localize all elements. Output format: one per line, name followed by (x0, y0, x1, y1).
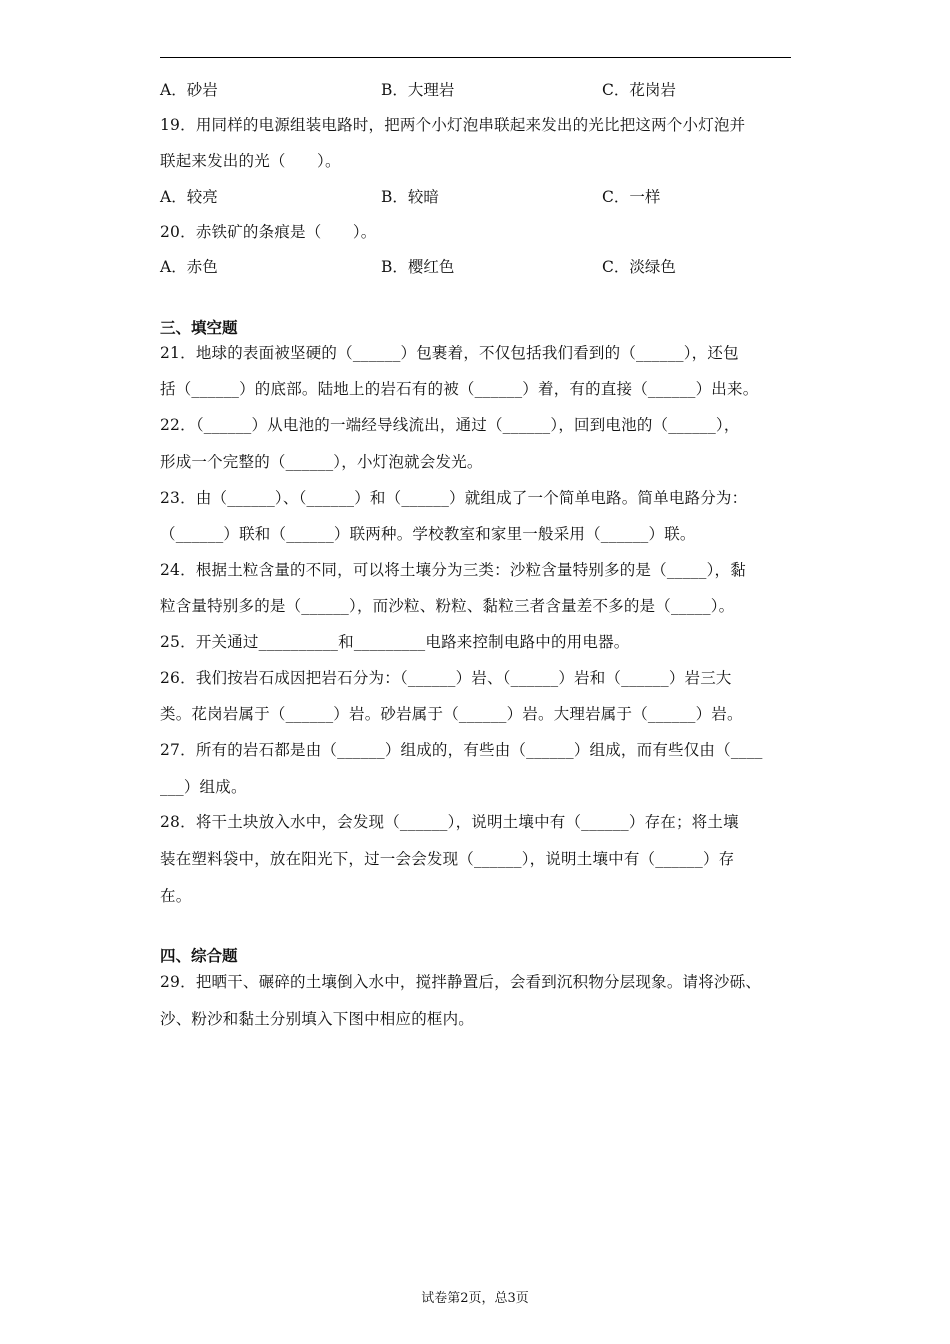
q27-line-2: ___）组成。 (160, 778, 247, 796)
q19-line-1: 19．用同样的电源组装电路时，把两个小灯泡串联起来发出的光比把这两个小灯泡并 (160, 116, 746, 134)
q22-line-2: 形成一个完整的（______），小灯泡就会发光。 (160, 453, 483, 471)
q28-line-3: 在。 (160, 887, 192, 905)
section-4-title: 四、综合题 (160, 946, 238, 965)
q19-option-c: C．一样 (602, 188, 661, 206)
q19-option-b: B．较暗 (381, 188, 439, 206)
q23-line-2: （______）联和（______）联两种。学校教室和家里一般采用（______）联。 (160, 525, 696, 543)
q26-line-1: 26．我们按岩石成因把岩石分为：（______）岩、（______）岩和（______）岩三大 (160, 669, 732, 687)
q20-option-c: C．淡绿色 (602, 258, 676, 276)
q27-line-1: 27．所有的岩石都是由（______）组成的，有些由（______）组成，而有些仅由（____ (160, 741, 763, 759)
q28-line-1: 28．将干土块放入水中，会发现（______），说明土壤中有（______）存在；将土壤 (160, 813, 739, 831)
q21-line-1: 21．地球的表面被坚硬的（______）包裹着，不仅包括我们看到的（______），还包 (160, 344, 739, 362)
q22-line-1: 22．（______）从电池的一端经导线流出，通过（______），回到电池的（______）， (160, 416, 740, 434)
q26-line-2: 类。花岗岩属于（______）岩。砂岩属于（______）岩。大理岩属于（______）岩。 (160, 705, 743, 723)
q20-line-1: 20．赤铁矿的条痕是（ ）。 (160, 223, 377, 241)
section-3-title: 三、填空题 (160, 318, 238, 337)
q18-option-c: C．花岗岩 (602, 81, 676, 99)
q18-option-b: B．大理岩 (381, 81, 455, 99)
q21-line-2: 括（______）的底部。陆地上的岩石有的被（______）着，有的直接（______）出来。 (160, 380, 759, 398)
page-footer: 试卷第2页，总3页 (421, 1291, 529, 1306)
q24-line-1: 24．根据土粒含量的不同，可以将土壤分为三类：沙粒含量特别多的是（_____），黏 (160, 561, 746, 579)
q20-option-a: A．赤色 (160, 258, 218, 276)
q29-line-2: 沙、粉沙和黏土分别填入下图中相应的框内。 (160, 1010, 475, 1028)
header-rule (160, 57, 791, 58)
q29-line-1: 29．把晒干、碾碎的土壤倒入水中，搅拌静置后，会看到沉积物分层现象。请将沙砾、 (160, 973, 762, 991)
q18-option-a: A．砂岩 (160, 81, 218, 99)
q19-line-2: 联起来发出的光（ ）。 (160, 152, 341, 170)
q20-option-b: B．樱红色 (381, 258, 455, 276)
q19-option-a: A．较亮 (160, 188, 218, 206)
q28-line-2: 装在塑料袋中，放在阳光下，过一会会发现（______），说明土壤中有（______）存 (160, 850, 735, 868)
q23-line-1: 23．由（______）、（______）和（______）就组成了一个简单电路。简单电路分为： (160, 489, 748, 507)
q24-line-2: 粒含量特别多的是（______），而沙粒、粉粒、黏粒三者含量差不多的是（_____）。 (160, 597, 735, 615)
q25-line-1: 25．开关通过__________和_________电路来控制电路中的用电器。 (160, 633, 630, 651)
